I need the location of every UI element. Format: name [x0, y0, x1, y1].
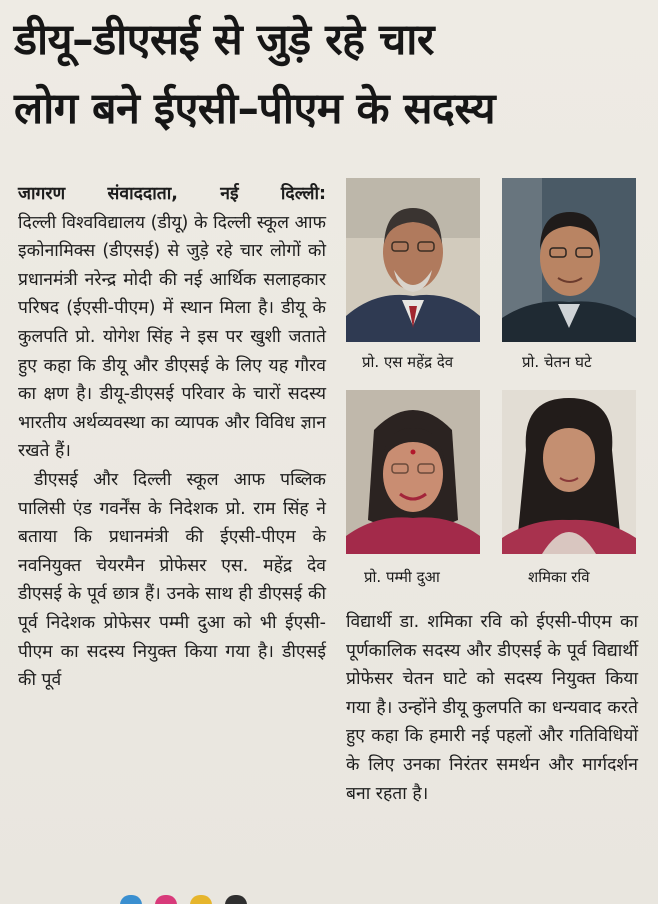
photo-chetan-ghate	[502, 178, 636, 342]
caption-shamika-ravi: शमिका रवि	[528, 568, 590, 586]
headline-line-1: डीयू–डीएसई से जुड़े रहे चार	[14, 15, 434, 65]
article-paragraph-3: विद्यार्थी डा. शमिका रवि को ईएसी-पीएम का पूर्णकालिक सदस्य और डीएसई के पूर्व विद्यार्थी प्रोफेसर चेतन घाटे को सदस्य नियुक्त किया गया है। उन्होंने डीयू कुलपति का धन्यवाद करते हुए कहा कि हमारी नई पहलों और गतिविधियों के लिए उनका निरंतर समर्थन और मार्गदर्शन बना रहता है।	[346, 612, 638, 804]
caption-mahendra-dev: प्रो. एस महेंद्र देव	[362, 353, 454, 371]
headline-line-2: लोग बने ईएसी–पीएम के सदस्य	[14, 84, 496, 134]
photo-mahendra-dev	[346, 178, 480, 342]
photo-pammi-dua	[346, 390, 480, 554]
caption-chetan-ghate: प्रो. चेतन घटे	[522, 353, 592, 371]
decor-dot	[155, 895, 177, 904]
article-dateline: जागरण संवाददाता, नई दिल्ली:	[18, 184, 326, 204]
headline	[14, 6, 644, 144]
article-column-right	[346, 608, 638, 808]
decor-dot	[190, 895, 212, 904]
decor-dot	[225, 895, 247, 904]
caption-pammi-dua: प्रो. पम्मी दुआ	[364, 568, 440, 586]
article-paragraph-2: डीएसई और दिल्ली स्कूल आफ पब्लिक पालिसी एंड गवर्नेंस के निदेशक प्रो. राम सिंह ने बताया कि प्रधानमंत्री की ईएसी-पीएम के नवनियुक्त चेयरमैन प्रोफेसर एस. महेंद्र देव डीएसई के पूर्व छात्र हैं। उनके साथ ही डीएसई की पूर्व निदेशक प्रोफेसर पम्मी दुआ को भी ईएसी-पीएम का सदस्य नियुक्त किया गया है। डीएसई की पूर्व	[18, 469, 326, 691]
article-column-left	[18, 180, 326, 695]
article-paragraph-1: दिल्ली विश्वविद्यालय (डीयू) के दिल्ली स्कूल आफ इकोनामिक्स (डीएसई) से जुड़े रहे चार लोगों को प्रधानमंत्री नरेन्द्र मोदी की नई आर्थिक सलाहकार परिषद (ईएसी-पीएम) में स्थान मिला है। डीयू के कुलपति प्रो. योगेश सिंह ने इस पर खुशी जताते हुए कहा कि डीयू और डीएसई के लिए यह गौरव का क्षण है। डीयू-डीएसई परिवार के चारों सदस्य भारतीय अर्थव्यवस्था का व्यापक और विविध ज्ञान रखते हैं।	[18, 212, 326, 462]
decorative-color-dots	[120, 890, 255, 904]
photo-shamika-ravi	[502, 390, 636, 554]
decor-dot	[120, 895, 142, 904]
